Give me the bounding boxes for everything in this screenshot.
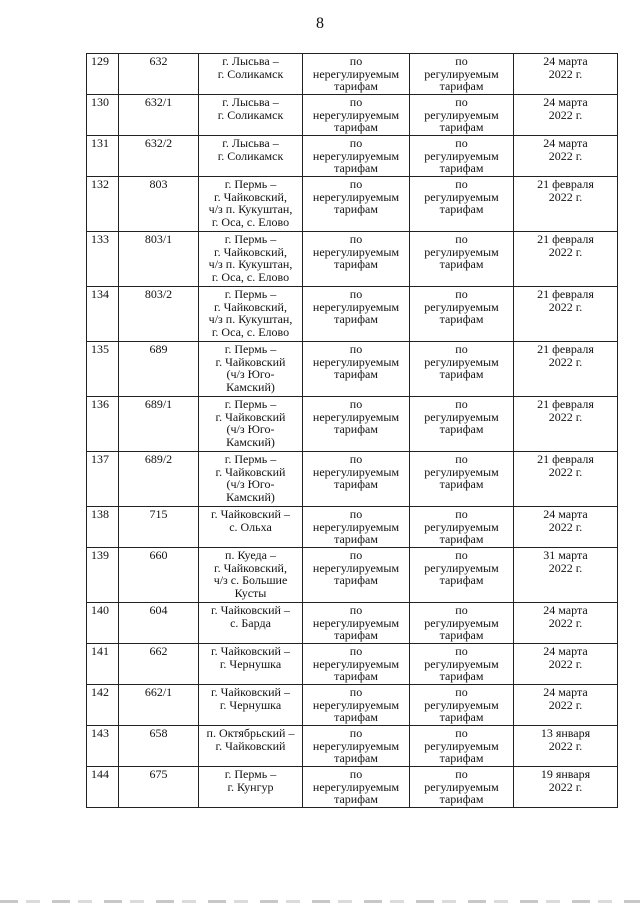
carriage-type-cell-text: по нерегулируемым тарифам bbox=[312, 54, 400, 94]
tariff-type-cell-text: по регулируемым тарифам bbox=[424, 136, 499, 176]
row-number-cell bbox=[87, 603, 119, 644]
start-date-cell bbox=[514, 397, 618, 452]
row-number-cell-text: 139 bbox=[91, 548, 109, 562]
row-number-cell bbox=[87, 232, 119, 287]
table-row bbox=[87, 342, 618, 397]
route-number-cell bbox=[119, 548, 199, 603]
start-date-cell-text: 13 января 2022 г. bbox=[540, 726, 591, 753]
table-row bbox=[87, 287, 618, 342]
carriage-type-cell bbox=[303, 452, 410, 507]
route-path-cell-text: г. Чайковский – с. Барда bbox=[211, 603, 290, 630]
row-number-cell-text: 131 bbox=[91, 136, 109, 150]
route-path-cell-text: г. Пермь – г. Чайковский (ч/з Юго- Камский) bbox=[215, 397, 286, 449]
start-date-cell bbox=[514, 507, 618, 548]
carriage-type-cell bbox=[303, 177, 410, 232]
row-number-cell-text: 136 bbox=[91, 397, 109, 411]
row-number-cell bbox=[87, 452, 119, 507]
route-number-cell-text: 662 bbox=[149, 644, 168, 658]
route-number-cell bbox=[119, 95, 199, 136]
route-number-cell-text: 604 bbox=[149, 603, 168, 617]
start-date-cell bbox=[514, 452, 618, 507]
tariff-type-cell bbox=[410, 767, 514, 808]
carriage-type-cell-text: по нерегулируемым тарифам bbox=[312, 767, 400, 807]
start-date-cell-text: 21 февраля 2022 г. bbox=[537, 177, 594, 204]
tariff-type-cell bbox=[410, 232, 514, 287]
route-number-cell-text: 803 bbox=[149, 177, 168, 191]
carriage-type-cell-text: по нерегулируемым тарифам bbox=[312, 232, 400, 272]
route-path-cell bbox=[199, 136, 303, 177]
row-number-cell bbox=[87, 54, 119, 95]
table-row bbox=[87, 136, 618, 177]
tariff-type-cell bbox=[410, 685, 514, 726]
start-date-cell-text: 24 марта 2022 г. bbox=[543, 644, 588, 671]
row-number-cell-text: 143 bbox=[91, 726, 109, 740]
row-number-cell-text: 130 bbox=[91, 95, 109, 109]
route-number-cell-text: 675 bbox=[149, 767, 168, 781]
tariff-type-cell-text: по регулируемым тарифам bbox=[424, 644, 499, 684]
route-number-cell bbox=[119, 726, 199, 767]
route-path-cell-text: п. Куеда – г. Чайковский, ч/з с. Большие Кусты bbox=[213, 548, 288, 600]
carriage-type-cell-text: по нерегулируемым тарифам bbox=[312, 95, 400, 135]
route-number-cell bbox=[119, 685, 199, 726]
carriage-type-cell bbox=[303, 342, 410, 397]
route-number-cell-text: 632/2 bbox=[144, 136, 173, 150]
carriage-type-cell bbox=[303, 644, 410, 685]
start-date-cell bbox=[514, 54, 618, 95]
table-row bbox=[87, 177, 618, 232]
row-number-cell-text: 138 bbox=[91, 507, 109, 521]
tariff-type-cell bbox=[410, 507, 514, 548]
tariff-type-cell bbox=[410, 452, 514, 507]
row-number-cell bbox=[87, 767, 119, 808]
tariff-type-cell-text: по регулируемым тарифам bbox=[424, 232, 499, 272]
route-number-cell-text: 803/2 bbox=[144, 287, 173, 301]
page-number: 8 bbox=[316, 15, 324, 32]
start-date-cell-text: 21 февраля 2022 г. bbox=[537, 232, 594, 259]
tariff-type-cell-text: по регулируемым тарифам bbox=[424, 685, 499, 725]
route-path-cell bbox=[199, 548, 303, 603]
route-path-cell-text: г. Лысьва – г. Соликамск bbox=[217, 54, 284, 81]
start-date-cell bbox=[514, 644, 618, 685]
start-date-cell-text: 24 марта 2022 г. bbox=[543, 603, 588, 630]
start-date-cell bbox=[514, 287, 618, 342]
route-number-cell-text: 660 bbox=[149, 548, 168, 562]
start-date-cell-text: 31 марта 2022 г. bbox=[543, 548, 588, 575]
route-path-cell-text: г. Пермь – г. Кунгур bbox=[224, 767, 277, 794]
route-path-cell bbox=[199, 685, 303, 726]
table-row bbox=[87, 548, 618, 603]
tariff-type-cell bbox=[410, 177, 514, 232]
routes-table-body bbox=[87, 54, 618, 808]
tariff-type-cell-text: по регулируемым тарифам bbox=[424, 452, 499, 492]
route-path-cell-text: г. Лысьва – г. Соликамск bbox=[217, 95, 284, 122]
tariff-type-cell-text: по регулируемым тарифам bbox=[424, 177, 499, 217]
route-path-cell bbox=[199, 177, 303, 232]
route-path-cell-text: г. Пермь – г. Чайковский, ч/з п. Кукуштан, г. Оса, с. Елово bbox=[208, 177, 293, 229]
start-date-cell bbox=[514, 603, 618, 644]
tariff-type-cell-text: по регулируемым тарифам bbox=[424, 287, 499, 327]
start-date-cell-text: 19 января 2022 г. bbox=[540, 767, 591, 794]
route-path-cell bbox=[199, 507, 303, 548]
tariff-type-cell bbox=[410, 95, 514, 136]
route-number-cell bbox=[119, 767, 199, 808]
carriage-type-cell bbox=[303, 767, 410, 808]
route-path-cell bbox=[199, 644, 303, 685]
tariff-type-cell-text: по регулируемым тарифам bbox=[424, 397, 499, 437]
routes-table bbox=[86, 53, 618, 808]
carriage-type-cell-text: по нерегулируемым тарифам bbox=[312, 685, 400, 725]
route-path-cell-text: п. Октябрьский – г. Чайковский bbox=[206, 726, 295, 753]
carriage-type-cell-text: по нерегулируемым тарифам bbox=[312, 136, 400, 176]
tariff-type-cell bbox=[410, 136, 514, 177]
route-number-cell bbox=[119, 452, 199, 507]
route-path-cell bbox=[199, 54, 303, 95]
start-date-cell bbox=[514, 685, 618, 726]
start-date-cell bbox=[514, 726, 618, 767]
route-path-cell bbox=[199, 95, 303, 136]
carriage-type-cell bbox=[303, 136, 410, 177]
carriage-type-cell bbox=[303, 548, 410, 603]
table-row bbox=[87, 685, 618, 726]
row-number-cell bbox=[87, 507, 119, 548]
table-row bbox=[87, 232, 618, 287]
carriage-type-cell bbox=[303, 54, 410, 95]
carriage-type-cell-text: по нерегулируемым тарифам bbox=[312, 452, 400, 492]
start-date-cell-text: 21 февраля 2022 г. bbox=[537, 287, 594, 314]
route-number-cell bbox=[119, 507, 199, 548]
carriage-type-cell bbox=[303, 507, 410, 548]
route-number-cell bbox=[119, 644, 199, 685]
start-date-cell bbox=[514, 767, 618, 808]
tariff-type-cell-text: по регулируемым тарифам bbox=[424, 342, 499, 382]
row-number-cell bbox=[87, 685, 119, 726]
tariff-type-cell-text: по регулируемым тарифам bbox=[424, 603, 499, 643]
route-path-cell-text: г. Чайковский – г. Чернушка bbox=[211, 685, 290, 712]
row-number-cell bbox=[87, 548, 119, 603]
table-row bbox=[87, 603, 618, 644]
route-path-cell bbox=[199, 726, 303, 767]
table-row bbox=[87, 767, 618, 808]
carriage-type-cell-text: по нерегулируемым тарифам bbox=[312, 644, 400, 684]
route-path-cell-text: г. Пермь – г. Чайковский (ч/з Юго- Камский) bbox=[215, 452, 286, 504]
route-path-cell-text: г. Чайковский – г. Чернушка bbox=[211, 644, 290, 671]
carriage-type-cell-text: по нерегулируемым тарифам bbox=[312, 177, 400, 217]
route-number-cell-text: 689 bbox=[149, 342, 168, 356]
route-number-cell bbox=[119, 603, 199, 644]
route-path-cell-text: г. Чайковский – с. Ольха bbox=[211, 507, 290, 534]
tariff-type-cell bbox=[410, 548, 514, 603]
start-date-cell-text: 21 февраля 2022 г. bbox=[537, 452, 594, 479]
route-path-cell-text: г. Пермь – г. Чайковский, ч/з п. Кукуштан, г. Оса, с. Елово bbox=[208, 287, 293, 339]
row-number-cell-text: 141 bbox=[91, 644, 109, 658]
tariff-type-cell-text: по регулируемым тарифам bbox=[424, 726, 499, 766]
row-number-cell bbox=[87, 342, 119, 397]
row-number-cell-text: 133 bbox=[91, 232, 109, 246]
route-number-cell bbox=[119, 397, 199, 452]
carriage-type-cell-text: по нерегулируемым тарифам bbox=[312, 342, 400, 382]
row-number-cell-text: 142 bbox=[91, 685, 109, 699]
row-number-cell-text: 140 bbox=[91, 603, 109, 617]
start-date-cell bbox=[514, 342, 618, 397]
table-row bbox=[87, 397, 618, 452]
carriage-type-cell-text: по нерегулируемым тарифам bbox=[312, 507, 400, 547]
start-date-cell-text: 24 марта 2022 г. bbox=[543, 685, 588, 712]
table-row bbox=[87, 452, 618, 507]
table-row bbox=[87, 644, 618, 685]
start-date-cell-text: 21 февраля 2022 г. bbox=[537, 397, 594, 424]
carriage-type-cell bbox=[303, 685, 410, 726]
row-number-cell bbox=[87, 136, 119, 177]
route-path-cell bbox=[199, 397, 303, 452]
route-path-cell bbox=[199, 232, 303, 287]
row-number-cell bbox=[87, 287, 119, 342]
row-number-cell-text: 129 bbox=[91, 54, 109, 68]
route-number-cell bbox=[119, 287, 199, 342]
table-row bbox=[87, 54, 618, 95]
start-date-cell bbox=[514, 136, 618, 177]
table-row bbox=[87, 507, 618, 548]
carriage-type-cell bbox=[303, 603, 410, 644]
carriage-type-cell bbox=[303, 95, 410, 136]
tariff-type-cell bbox=[410, 397, 514, 452]
start-date-cell bbox=[514, 177, 618, 232]
route-path-cell-text: г. Лысьва – г. Соликамск bbox=[217, 136, 284, 163]
route-number-cell-text: 658 bbox=[149, 726, 168, 740]
row-number-cell bbox=[87, 644, 119, 685]
carriage-type-cell bbox=[303, 397, 410, 452]
route-number-cell-text: 689/2 bbox=[144, 452, 173, 466]
tariff-type-cell-text: по регулируемым тарифам bbox=[424, 548, 499, 588]
carriage-type-cell bbox=[303, 726, 410, 767]
start-date-cell bbox=[514, 95, 618, 136]
row-number-cell-text: 134 bbox=[91, 287, 109, 301]
tariff-type-cell bbox=[410, 603, 514, 644]
scan-edge-artifact bbox=[0, 900, 640, 903]
route-number-cell-text: 632/1 bbox=[144, 95, 173, 109]
row-number-cell bbox=[87, 397, 119, 452]
start-date-cell-text: 24 марта 2022 г. bbox=[543, 136, 588, 163]
row-number-cell bbox=[87, 177, 119, 232]
table-row bbox=[87, 726, 618, 767]
row-number-cell-text: 144 bbox=[91, 767, 109, 781]
carriage-type-cell-text: по нерегулируемым тарифам bbox=[312, 397, 400, 437]
tariff-type-cell-text: по регулируемым тарифам bbox=[424, 54, 499, 94]
route-number-cell-text: 632 bbox=[149, 54, 168, 68]
route-number-cell bbox=[119, 177, 199, 232]
carriage-type-cell bbox=[303, 232, 410, 287]
row-number-cell-text: 137 bbox=[91, 452, 109, 466]
carriage-type-cell-text: по нерегулируемым тарифам bbox=[312, 287, 400, 327]
route-path-cell bbox=[199, 767, 303, 808]
carriage-type-cell-text: по нерегулируемым тарифам bbox=[312, 726, 400, 766]
row-number-cell-text: 135 bbox=[91, 342, 109, 356]
tariff-type-cell-text: по регулируемым тарифам bbox=[424, 95, 499, 135]
route-number-cell bbox=[119, 54, 199, 95]
tariff-type-cell-text: по регулируемым тарифам bbox=[424, 507, 499, 547]
start-date-cell bbox=[514, 548, 618, 603]
tariff-type-cell bbox=[410, 342, 514, 397]
tariff-type-cell-text: по регулируемым тарифам bbox=[424, 767, 499, 807]
route-path-cell bbox=[199, 452, 303, 507]
carriage-type-cell bbox=[303, 287, 410, 342]
start-date-cell bbox=[514, 232, 618, 287]
route-path-cell bbox=[199, 287, 303, 342]
start-date-cell-text: 24 марта 2022 г. bbox=[543, 507, 588, 534]
route-number-cell-text: 662/1 bbox=[144, 685, 173, 699]
row-number-cell bbox=[87, 726, 119, 767]
tariff-type-cell bbox=[410, 54, 514, 95]
route-number-cell bbox=[119, 342, 199, 397]
start-date-cell-text: 21 февраля 2022 г. bbox=[537, 342, 594, 369]
route-path-cell-text: г. Пермь – г. Чайковский (ч/з Юго- Камский) bbox=[215, 342, 286, 394]
table-row bbox=[87, 95, 618, 136]
route-path-cell bbox=[199, 342, 303, 397]
route-path-cell-text: г. Пермь – г. Чайковский, ч/з п. Кукуштан, г. Оса, с. Елово bbox=[208, 232, 293, 284]
route-number-cell-text: 689/1 bbox=[144, 397, 173, 411]
route-number-cell-text: 803/1 bbox=[144, 232, 173, 246]
route-number-cell-text: 715 bbox=[149, 507, 168, 521]
start-date-cell-text: 24 марта 2022 г. bbox=[543, 95, 588, 122]
route-path-cell bbox=[199, 603, 303, 644]
row-number-cell bbox=[87, 95, 119, 136]
tariff-type-cell bbox=[410, 644, 514, 685]
route-number-cell bbox=[119, 136, 199, 177]
carriage-type-cell-text: по нерегулируемым тарифам bbox=[312, 548, 400, 588]
tariff-type-cell bbox=[410, 726, 514, 767]
route-number-cell bbox=[119, 232, 199, 287]
start-date-cell-text: 24 марта 2022 г. bbox=[543, 54, 588, 81]
tariff-type-cell bbox=[410, 287, 514, 342]
carriage-type-cell-text: по нерегулируемым тарифам bbox=[312, 603, 400, 643]
row-number-cell-text: 132 bbox=[91, 177, 109, 191]
